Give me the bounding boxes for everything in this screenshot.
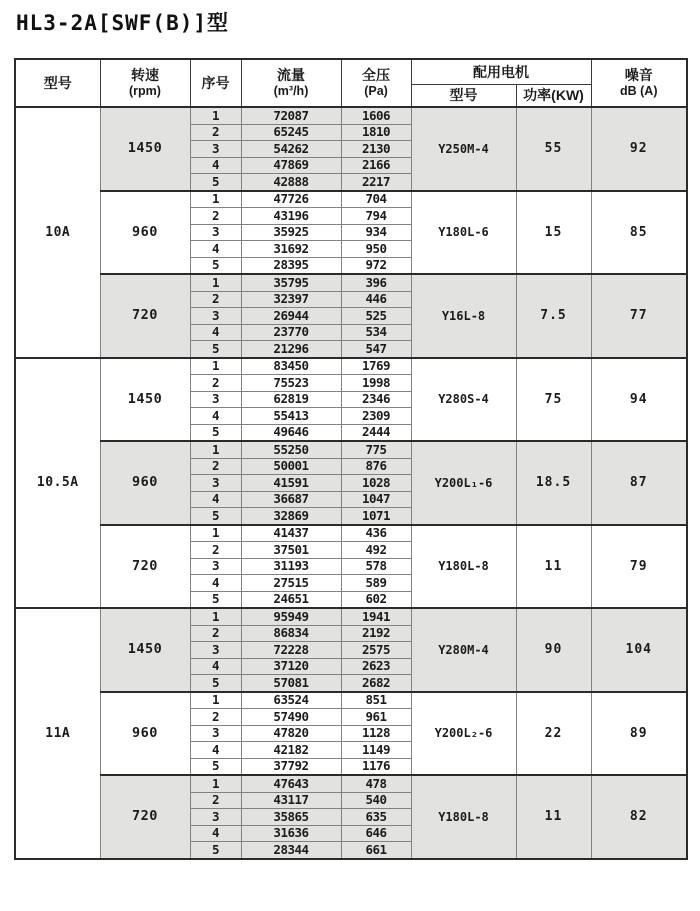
flow-cell: 41437 <box>241 525 341 542</box>
col-header-model: 型号 <box>15 59 100 107</box>
serial-cell: 5 <box>190 174 241 191</box>
serial-cell: 4 <box>190 324 241 341</box>
speed-cell: 960 <box>100 692 190 776</box>
pressure-cell: 950 <box>341 241 411 258</box>
pressure-cell: 876 <box>341 458 411 475</box>
serial-cell: 4 <box>190 157 241 174</box>
noise-cell: 104 <box>591 608 687 692</box>
noise-cell: 85 <box>591 191 687 275</box>
serial-cell: 2 <box>190 792 241 809</box>
serial-cell: 4 <box>190 825 241 842</box>
flow-cell: 75523 <box>241 375 341 392</box>
pressure-cell: 436 <box>341 525 411 542</box>
serial-cell: 1 <box>190 692 241 709</box>
col-header-flow-label: 流量 <box>277 67 305 84</box>
motor-power-cell: 90 <box>516 608 591 692</box>
noise-cell: 89 <box>591 692 687 776</box>
pressure-cell: 2682 <box>341 675 411 692</box>
serial-cell: 2 <box>190 458 241 475</box>
serial-cell: 1 <box>190 775 241 792</box>
flow-cell: 47643 <box>241 775 341 792</box>
model-cell: 10A <box>15 107 100 358</box>
serial-cell: 3 <box>190 224 241 241</box>
col-header-speed-label: 转速 <box>131 67 159 84</box>
speed-cell: 960 <box>100 191 190 275</box>
serial-cell: 1 <box>190 107 241 124</box>
flow-cell: 35865 <box>241 809 341 826</box>
flow-cell: 27515 <box>241 575 341 592</box>
flow-cell: 32869 <box>241 508 341 525</box>
speed-cell: 960 <box>100 441 190 525</box>
table-row <box>15 358 687 375</box>
motor-model-cell: Y250M-4 <box>411 107 516 191</box>
pressure-cell: 547 <box>341 341 411 358</box>
pressure-cell: 2130 <box>341 141 411 158</box>
pressure-cell: 661 <box>341 842 411 859</box>
flow-cell: 35925 <box>241 224 341 241</box>
flow-cell: 28344 <box>241 842 341 859</box>
flow-cell: 42182 <box>241 742 341 759</box>
speed-cell: 1450 <box>100 107 190 191</box>
serial-cell: 4 <box>190 658 241 675</box>
flow-cell: 43117 <box>241 792 341 809</box>
serial-cell: 5 <box>190 842 241 859</box>
flow-cell: 23770 <box>241 324 341 341</box>
table-row <box>15 191 687 208</box>
motor-model-cell: Y200L₁-6 <box>411 441 516 525</box>
table-row <box>15 441 687 458</box>
flow-cell: 49646 <box>241 424 341 441</box>
serial-cell: 2 <box>190 208 241 225</box>
motor-model-cell: Y16L-8 <box>411 274 516 358</box>
speed-cell: 1450 <box>100 358 190 442</box>
pressure-cell: 1071 <box>341 508 411 525</box>
motor-power-cell: 22 <box>516 692 591 776</box>
speed-cell: 720 <box>100 775 190 859</box>
table-row <box>15 274 687 291</box>
pressure-cell: 1176 <box>341 758 411 775</box>
pressure-cell: 2309 <box>341 408 411 425</box>
pressure-cell: 1606 <box>341 107 411 124</box>
pressure-cell: 961 <box>341 709 411 726</box>
flow-cell: 72087 <box>241 107 341 124</box>
motor-power-cell: 55 <box>516 107 591 191</box>
serial-cell: 1 <box>190 525 241 542</box>
serial-cell: 2 <box>190 124 241 141</box>
noise-cell: 79 <box>591 525 687 609</box>
motor-model-cell: Y180L-8 <box>411 525 516 609</box>
serial-cell: 4 <box>190 408 241 425</box>
col-header-serial: 序号 <box>190 59 241 107</box>
pressure-cell: 972 <box>341 257 411 274</box>
serial-cell: 3 <box>190 141 241 158</box>
pressure-cell: 1047 <box>341 491 411 508</box>
pressure-cell: 540 <box>341 792 411 809</box>
serial-cell: 5 <box>190 591 241 608</box>
flow-cell: 31692 <box>241 241 341 258</box>
serial-cell: 3 <box>190 642 241 659</box>
page-title: HL3-2A[SWF(B)]型 <box>16 11 230 35</box>
table-row <box>15 608 687 625</box>
pressure-cell: 934 <box>341 224 411 241</box>
flow-cell: 95949 <box>241 608 341 625</box>
flow-cell: 57081 <box>241 675 341 692</box>
col-header-flow-unit: (m³/h) <box>273 83 309 98</box>
serial-cell: 3 <box>190 308 241 325</box>
flow-cell: 55413 <box>241 408 341 425</box>
serial-cell: 2 <box>190 291 241 308</box>
pressure-cell: 1998 <box>341 375 411 392</box>
col-header-noise <box>591 59 687 107</box>
serial-cell: 2 <box>190 542 241 559</box>
header-row-1 <box>15 59 687 85</box>
serial-cell: 3 <box>190 391 241 408</box>
pressure-cell: 492 <box>341 542 411 559</box>
serial-cell: 1 <box>190 608 241 625</box>
model-cell: 10.5A <box>15 358 100 609</box>
noise-cell: 94 <box>591 358 687 442</box>
flow-cell: 37120 <box>241 658 341 675</box>
col-header-motor-power: 功率(KW) <box>516 85 591 108</box>
pressure-cell: 1941 <box>341 608 411 625</box>
serial-cell: 4 <box>190 241 241 258</box>
flow-cell: 50001 <box>241 458 341 475</box>
col-header-pressure <box>341 59 411 107</box>
pressure-cell: 635 <box>341 809 411 826</box>
pressure-cell: 704 <box>341 191 411 208</box>
pressure-cell: 2623 <box>341 658 411 675</box>
flow-cell: 31193 <box>241 558 341 575</box>
flow-cell: 24651 <box>241 591 341 608</box>
speed-cell: 720 <box>100 525 190 609</box>
serial-cell: 5 <box>190 758 241 775</box>
motor-model-cell: Y180L-8 <box>411 775 516 859</box>
serial-cell: 5 <box>190 508 241 525</box>
noise-cell: 82 <box>591 775 687 859</box>
motor-power-cell: 15 <box>516 191 591 275</box>
speed-cell: 720 <box>100 274 190 358</box>
serial-cell: 1 <box>190 441 241 458</box>
pressure-cell: 2217 <box>341 174 411 191</box>
flow-cell: 54262 <box>241 141 341 158</box>
serial-cell: 5 <box>190 675 241 692</box>
pressure-cell: 602 <box>341 591 411 608</box>
serial-cell: 3 <box>190 725 241 742</box>
serial-cell: 5 <box>190 257 241 274</box>
table-row <box>15 107 687 124</box>
flow-cell: 57490 <box>241 709 341 726</box>
fan-spec-table <box>14 58 688 860</box>
serial-cell: 1 <box>190 358 241 375</box>
table-header <box>15 59 687 107</box>
serial-cell: 4 <box>190 491 241 508</box>
motor-model-cell: Y280S-4 <box>411 358 516 442</box>
flow-cell: 63524 <box>241 692 341 709</box>
pressure-cell: 1128 <box>341 725 411 742</box>
flow-cell: 47869 <box>241 157 341 174</box>
flow-cell: 65245 <box>241 124 341 141</box>
pressure-cell: 646 <box>341 825 411 842</box>
serial-cell: 5 <box>190 424 241 441</box>
flow-cell: 37792 <box>241 758 341 775</box>
col-header-speed <box>100 59 190 107</box>
flow-cell: 72228 <box>241 642 341 659</box>
flow-cell: 62819 <box>241 391 341 408</box>
pressure-cell: 1028 <box>341 475 411 492</box>
serial-cell: 5 <box>190 341 241 358</box>
pressure-cell: 775 <box>341 441 411 458</box>
motor-model-cell: Y200L₂-6 <box>411 692 516 776</box>
serial-cell: 2 <box>190 709 241 726</box>
spec-table-body <box>15 107 687 859</box>
table-row <box>15 692 687 709</box>
col-header-pressure-label: 全压 <box>362 67 390 84</box>
serial-cell: 3 <box>190 809 241 826</box>
flow-cell: 35795 <box>241 274 341 291</box>
flow-cell: 26944 <box>241 308 341 325</box>
col-header-motor-group: 配用电机 <box>411 59 591 85</box>
serial-cell: 2 <box>190 625 241 642</box>
table-row <box>15 775 687 792</box>
table-row <box>15 525 687 542</box>
pressure-cell: 851 <box>341 692 411 709</box>
flow-cell: 21296 <box>241 341 341 358</box>
pressure-cell: 525 <box>341 308 411 325</box>
flow-cell: 37501 <box>241 542 341 559</box>
serial-cell: 1 <box>190 274 241 291</box>
serial-cell: 1 <box>190 191 241 208</box>
flow-cell: 55250 <box>241 441 341 458</box>
pressure-cell: 2166 <box>341 157 411 174</box>
flow-cell: 47726 <box>241 191 341 208</box>
col-header-speed-unit: (rpm) <box>129 83 161 98</box>
serial-cell: 4 <box>190 742 241 759</box>
motor-power-cell: 11 <box>516 525 591 609</box>
noise-cell: 77 <box>591 274 687 358</box>
serial-cell: 3 <box>190 558 241 575</box>
col-header-motor-model: 型号 <box>411 85 516 108</box>
pressure-cell: 2444 <box>341 424 411 441</box>
col-header-noise-unit: dB (A) <box>620 83 658 98</box>
flow-cell: 36687 <box>241 491 341 508</box>
flow-cell: 42888 <box>241 174 341 191</box>
pressure-cell: 2192 <box>341 625 411 642</box>
flow-cell: 47820 <box>241 725 341 742</box>
pressure-cell: 589 <box>341 575 411 592</box>
pressure-cell: 578 <box>341 558 411 575</box>
motor-power-cell: 11 <box>516 775 591 859</box>
pressure-cell: 478 <box>341 775 411 792</box>
pressure-cell: 1149 <box>341 742 411 759</box>
serial-cell: 2 <box>190 375 241 392</box>
pressure-cell: 2346 <box>341 391 411 408</box>
col-header-flow <box>241 59 341 107</box>
motor-power-cell: 18.5 <box>516 441 591 525</box>
model-cell: 11A <box>15 608 100 859</box>
flow-cell: 32397 <box>241 291 341 308</box>
pressure-cell: 794 <box>341 208 411 225</box>
flow-cell: 41591 <box>241 475 341 492</box>
pressure-cell: 1769 <box>341 358 411 375</box>
serial-cell: 3 <box>190 475 241 492</box>
pressure-cell: 2575 <box>341 642 411 659</box>
pressure-cell: 1810 <box>341 124 411 141</box>
col-header-pressure-unit: (Pa) <box>364 83 388 98</box>
flow-cell: 28395 <box>241 257 341 274</box>
flow-cell: 86834 <box>241 625 341 642</box>
speed-cell: 1450 <box>100 608 190 692</box>
pressure-cell: 534 <box>341 324 411 341</box>
motor-model-cell: Y280M-4 <box>411 608 516 692</box>
flow-cell: 31636 <box>241 825 341 842</box>
motor-power-cell: 7.5 <box>516 274 591 358</box>
motor-power-cell: 75 <box>516 358 591 442</box>
motor-model-cell: Y180L-6 <box>411 191 516 275</box>
pressure-cell: 396 <box>341 274 411 291</box>
noise-cell: 87 <box>591 441 687 525</box>
pressure-cell: 446 <box>341 291 411 308</box>
noise-cell: 92 <box>591 107 687 191</box>
flow-cell: 43196 <box>241 208 341 225</box>
serial-cell: 4 <box>190 575 241 592</box>
col-header-noise-label: 噪音 <box>624 67 653 84</box>
flow-cell: 83450 <box>241 358 341 375</box>
